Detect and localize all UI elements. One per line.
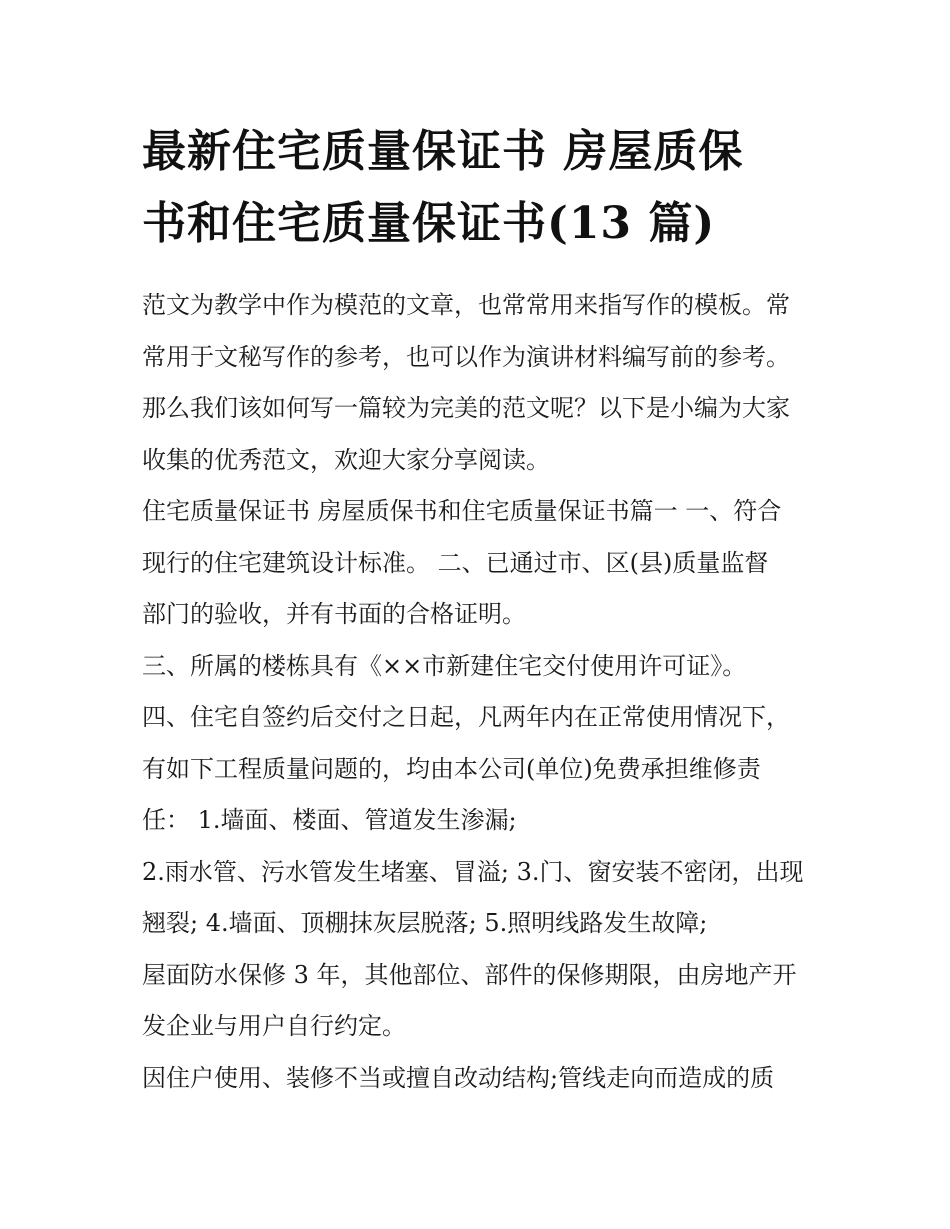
text-line: 发企业与用户自行约定。	[142, 1012, 406, 1040]
text-line: 收集的优秀范文，欢迎大家分享阅读。	[142, 445, 550, 474]
title-line: 书和住宅质量保证书(13 篇)	[142, 198, 716, 249]
text-line: 范文为教学中作为模范的文章，也常常用来指写作的模板。常	[142, 291, 790, 319]
paragraph-exclusions	[142, 1053, 822, 1105]
text-line: 有如下工程质量问题的，均由本公司(单位)免费承担维修责	[142, 754, 761, 783]
text-line: 三、所属的楼栋具有《××市新建住宅交付使用许可证》。	[142, 651, 747, 680]
paragraph-section-one	[142, 486, 822, 641]
paragraph-item-three	[142, 641, 822, 693]
document-title	[142, 116, 822, 260]
title-line: 最新住宅质量保证书 房屋质保	[142, 126, 744, 177]
paragraph-repair-list	[142, 847, 822, 950]
text-line: 任： 1.墙面、楼面、管道发生渗漏;	[142, 806, 517, 834]
paragraph-intro	[142, 280, 822, 486]
text-line: 现行的住宅建筑设计标准。 二、已通过市、区(县)质量监督	[142, 548, 769, 577]
text-line: 那么我们该如何写一篇较为完美的范文呢？以下是小编为大家	[142, 394, 790, 422]
paragraph-warranty-period	[142, 950, 822, 1053]
paragraph-item-four	[142, 692, 822, 847]
text-line: 2.雨水管、污水管发生堵塞、冒溢; 3.门、窗安装不密闭，出现	[142, 857, 804, 886]
document-body	[142, 280, 822, 1104]
text-line: 四、住宅自签约后交付之日起，凡两年内在正常使用情况下，	[142, 703, 790, 731]
text-line: 翘裂; 4.墙面、顶棚抹灰层脱落; 5.照明线路发生故障;	[142, 909, 708, 937]
text-line: 常用于文秘写作的参考，也可以作为演讲材料编写前的参考。	[142, 342, 790, 371]
text-line: 屋面防水保修 3 年，其他部位、部件的保修期限，由房地产开	[142, 960, 797, 989]
text-line: 因住户使用、装修不当或擅自改动结构;管线走向而造成的质	[142, 1063, 775, 1092]
text-line: 部门的验收，并有书面的合格证明。	[142, 600, 526, 628]
text-line: 住宅质量保证书 房屋质保书和住宅质量保证书篇一 一、符合	[142, 497, 782, 525]
